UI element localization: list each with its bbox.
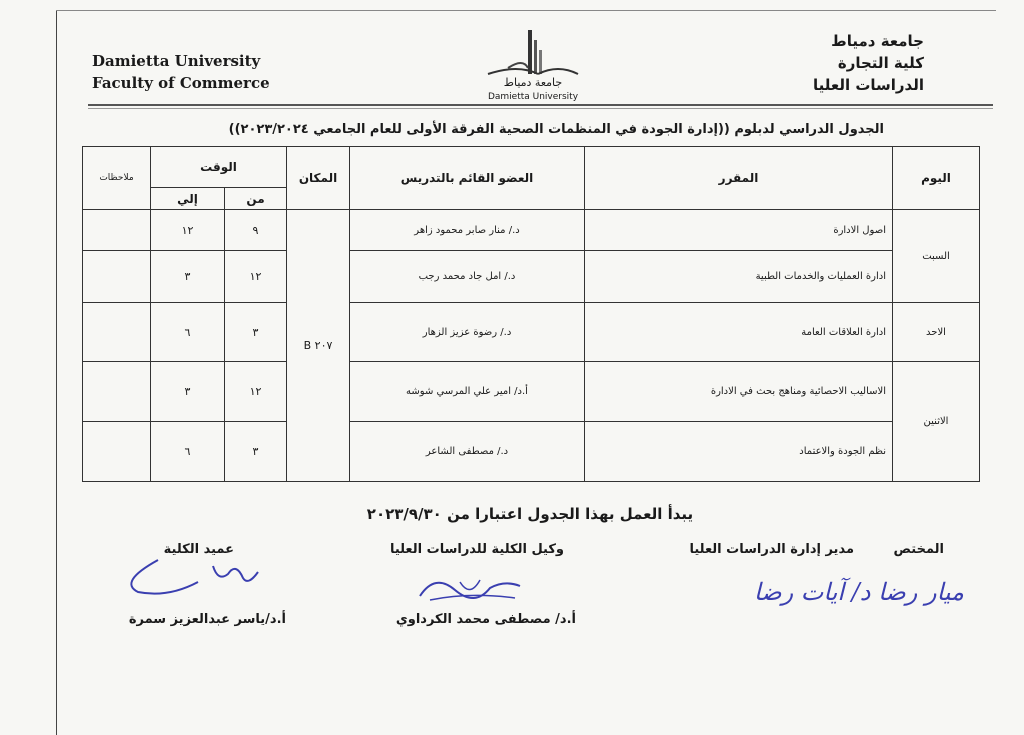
notes-cell: [82, 361, 151, 422]
vice-dean-name: أ.د/ مصطفى محمد الكرداوي: [395, 612, 576, 627]
frame-line-top: [56, 10, 996, 11]
header-place: المكان: [286, 146, 350, 210]
logo-text-ar: جامعة دمياط: [503, 76, 563, 89]
university-name-en: Damietta University: [92, 52, 261, 70]
time-from-cell: ٣: [224, 421, 287, 482]
header-english: [92, 50, 270, 94]
faculty-name-ar: كلية التجارة: [837, 54, 924, 72]
notes-cell: [82, 250, 151, 303]
notes-cell: [82, 421, 151, 482]
header-rule-thin: [88, 108, 993, 109]
day-monday: الاثنين: [892, 361, 980, 482]
dean-signature-icon: [118, 552, 268, 602]
course-cell: اصول الادارة: [584, 209, 893, 251]
header-instructor: العضو القائم بالتدريس: [349, 146, 585, 210]
university-logo-icon: [478, 28, 588, 78]
instructor-cell: أ.د/ امير علي المرسي شوشه: [349, 361, 585, 422]
time-to-cell: ٣: [150, 361, 225, 422]
course-cell: ادارة العمليات والخدمات الطبية: [584, 250, 893, 303]
header-time-to: إلي: [150, 187, 225, 210]
instructor-cell: د./ منار صابر محمود زاهر: [349, 209, 585, 251]
header-notes: ملاحظات: [82, 146, 151, 210]
faculty-name-en: Faculty of Commerce: [92, 74, 270, 92]
header-course: المقرر: [584, 146, 893, 210]
notes-cell: [82, 209, 151, 251]
department-name-ar: الدراسات العليا: [812, 76, 924, 94]
university-name-ar: جامعة دمياط: [831, 32, 924, 50]
course-cell: الاساليب الاحصائية ومناهج بحث في الادارة: [584, 361, 893, 422]
time-from-cell: ٩: [224, 209, 287, 251]
vice-dean-signature-icon: [410, 568, 530, 608]
time-from-cell: ٣: [224, 302, 287, 362]
time-to-cell: ٦: [150, 302, 225, 362]
course-cell: ادارة العلاقات العامة: [584, 302, 893, 362]
place-cell: ٢٠٧ B: [286, 209, 350, 482]
frame-line-left: [56, 10, 57, 735]
time-from-cell: ١٢: [224, 250, 287, 303]
instructor-cell: د./ رضوة عزيز الزهار: [349, 302, 585, 362]
schedule-table: [82, 146, 980, 482]
day-saturday: السبت: [892, 209, 980, 303]
header-day: اليوم: [892, 146, 980, 210]
sig-title-director: مدير إدارة الدراسات العليا: [689, 542, 854, 557]
sig-title-vice-dean: وكيل الكلية للدراسات العليا: [389, 542, 564, 557]
sig-title-specialist: المختص: [893, 542, 944, 557]
time-to-cell: ٣: [150, 250, 225, 303]
header-arabic: [813, 30, 924, 96]
notes-cell: [82, 302, 151, 362]
time-from-cell: ١٢: [224, 361, 287, 422]
instructor-cell: د./ امل جاد محمد رجب: [349, 250, 585, 303]
day-sunday: الاحد: [892, 302, 980, 362]
header-time-from: من: [224, 187, 287, 210]
time-to-cell: ١٢: [150, 209, 225, 251]
dean-name: أ.د/ياسر عبدالعزيز سمرة: [128, 612, 286, 627]
instructor-cell: د./ مصطفى الشاعر: [349, 421, 585, 482]
logo-text-en: Damietta University: [487, 92, 579, 102]
time-to-cell: ٦: [150, 421, 225, 482]
handwritten-names: ميار رضا د/ آيات رضا: [753, 578, 964, 606]
course-cell: نظم الجودة والاعتماد: [584, 421, 893, 482]
schedule-title: الجدول الدراسي لدبلوم ((إدارة الجودة في المنظمات الصحية الفرقة الأولى للعام الجامعي ٢٠٢٣/٢٠٢٤)): [228, 122, 884, 137]
university-logo: [478, 28, 588, 110]
header-time: الوقت: [150, 146, 287, 188]
effective-date-note: يبدأ العمل بهذا الجدول اعتبارا من ٢٠٢٣/٩/٣٠: [366, 505, 694, 523]
header-rule: [88, 104, 993, 106]
sig-title-dean: عميد الكلية: [163, 542, 234, 557]
